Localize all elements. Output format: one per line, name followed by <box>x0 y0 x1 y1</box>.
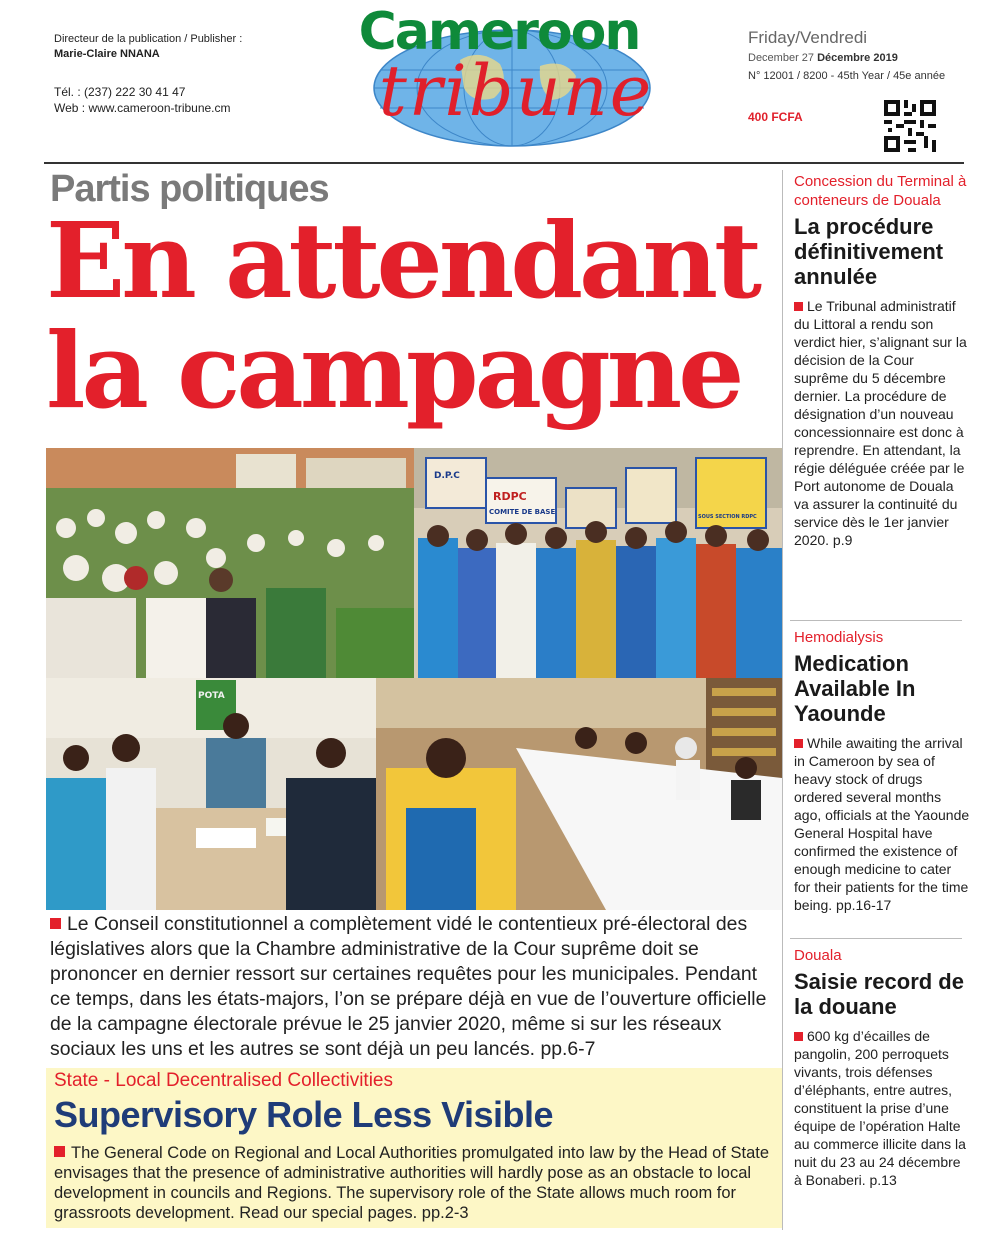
logo-wordmark-tribune: tribune <box>378 50 654 132</box>
sidebar-kicker: Douala <box>794 947 842 964</box>
weekday <box>748 28 945 48</box>
sidebar-story-douala[interactable] <box>794 946 970 1189</box>
date-en: December 27 <box>748 52 815 64</box>
column-divider <box>782 170 783 1230</box>
main-kicker: Partis politiques <box>50 168 329 210</box>
sidebar-body-text: Le Tribunal administratif du Littoral a rendu son verdict hier, s’alignant sur la décision de la Cour suprême du 5 décembre dernier. La procédure de désignation d’un nouveau concessionnaire est donc à reprendre. En attendant, la régie déléguée créée par le Port autonome de Douala va assurer la continuité du service dès le 1er janvier 2020. p.9 <box>794 298 967 548</box>
date-fr: Décembre 2019 <box>817 52 898 64</box>
sign-rdpc: RDPC <box>493 490 527 503</box>
sidebar-body <box>794 297 970 549</box>
sidebar-separator <box>790 938 962 939</box>
bullet-square-icon <box>54 1146 65 1157</box>
price-tag: 400 FCFA <box>748 110 803 124</box>
bullet-square-icon <box>50 918 61 929</box>
logo-wordmark-cameroon: Cameroon <box>358 2 640 62</box>
weekday-separator: / <box>795 28 800 47</box>
sidebar-body <box>794 734 970 914</box>
sidebar-separator <box>790 620 962 621</box>
publisher-label: Directeur de la publication / Publisher : <box>54 33 243 45</box>
bullet-square-icon <box>794 739 803 748</box>
sidebar-body-text: While awaiting the arrival in Cameroon by sea of heavy stock of drugs ordered several months ago, officials at the Yaounde General Hospital have confirmed the existence of enough medicine to cater for their patients for the time being. pp.16-17 <box>794 735 970 913</box>
issue-number: N° 12001 / 8200 - 45th Year / 45e année <box>748 70 946 82</box>
feature-box[interactable] <box>46 1068 782 1228</box>
sidebar-story-port[interactable] <box>794 172 970 549</box>
weekday-en: Friday <box>748 28 796 47</box>
masthead-rule <box>44 162 964 164</box>
contact-block <box>54 84 231 116</box>
phone-text: Tél. : (237) 222 30 41 47 <box>54 85 186 99</box>
feature-body <box>54 1143 774 1223</box>
bullet-square-icon <box>794 302 803 311</box>
weekday-fr: Vendredi <box>799 28 868 47</box>
main-headline[interactable] <box>46 199 776 432</box>
sidebar-body <box>794 1027 970 1189</box>
feature-title: Supervisory Role Less Visible <box>54 1094 554 1135</box>
sign-dpc: D.P.C <box>434 471 460 481</box>
sidebar-title: La procédure définitivement annulée <box>794 214 944 289</box>
sign-comite-de-base: COMITE DE BASE <box>489 508 556 516</box>
feature-body-text: The General Code on Regional and Local Authorities promulgated into law by the Head of State envisages that the presence of administrative authorities will hardly pose as an obstacle to local development in councils and Regions. The supervisory role of the State allows much room for grassroots development. Read our special pages. pp.2-3 <box>54 1144 770 1222</box>
main-lead-text <box>50 912 776 1062</box>
sidebar-story-hemodialysis[interactable] <box>794 628 970 914</box>
lead-body: Le Conseil constitutionnel a complètement vidé le contentieux pré-électoral des législatives alors que la Chambre administrative de la Cour suprême doit se prononcer en dernier ressort sur certaines requêtes pour les municipales. Pendant ce temps, dans les états-majors, l’on se prépare déjà en vue de l’ouverture officielle de la campagne électorale prévue le 25 janvier 2020, même si sur les réseaux sociaux les uns et les autres se sont déjà un peu lancés. pp.6-7 <box>50 913 767 1060</box>
sidebar-body-text: 600 kg d’écailles de pangolin, 200 perroquets vivants, trois défenses d’éléphants, entre autres, constituent la prise d’une équipe de l’opération Halte au commerce illicite dans la nuit du 23 au 24 décembre à Bonaberi. p.13 <box>794 1028 966 1188</box>
feature-kicker: State - Local Decentralised Collectivities <box>54 1070 393 1091</box>
sidebar-title: Medication Available In Yaounde <box>794 651 916 726</box>
headline-line-2: la campagne <box>46 309 741 432</box>
sidebar-kicker: Hemodialysis <box>794 629 884 646</box>
date-text <box>748 52 945 64</box>
sign-pota: POTA <box>198 691 225 701</box>
headline-line-1: En attendant <box>46 199 759 322</box>
main-photo-collage[interactable] <box>46 448 782 910</box>
sidebar-title: Saisie record de la douane <box>794 969 964 1019</box>
sidebar-kicker: Concession du Terminal à conteneurs de Douala <box>794 173 967 209</box>
sign-sous-section: SOUS SECTION RDPC <box>698 514 757 520</box>
bullet-square-icon <box>794 1032 803 1041</box>
web-text: Web : www.cameroon-tribune.cm <box>54 101 231 115</box>
dateline <box>748 28 945 82</box>
publisher-name: Marie-Claire NNANA <box>54 48 160 60</box>
publisher-block <box>54 32 242 62</box>
qr-code-icon[interactable] <box>884 100 936 152</box>
newspaper-logo[interactable] <box>340 0 660 150</box>
